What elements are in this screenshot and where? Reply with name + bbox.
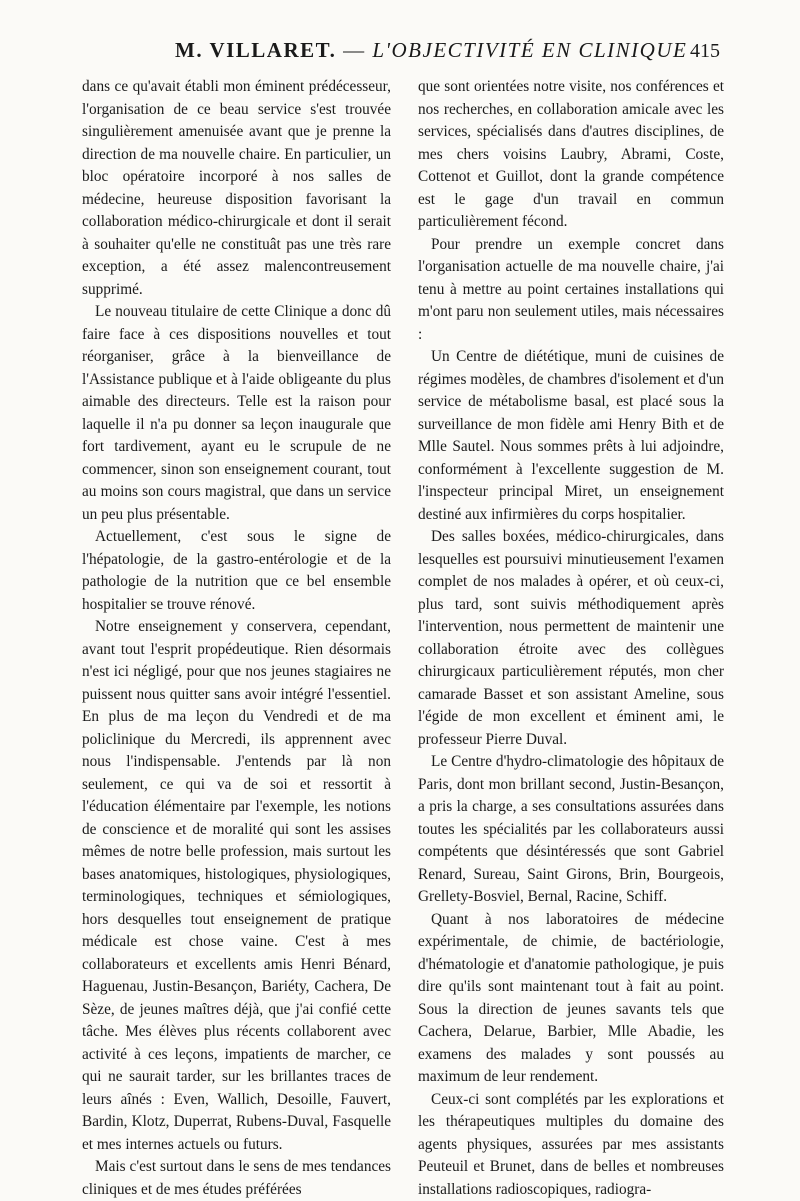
paragraph: Des salles boxées, médico-chirurgicales, dans lesquelles est poursuivi minutieusement l'examen complet de nos malades à opérer, et où ceux-ci, plus tard, sont suivis méthodiquement après l'intervention, nous permettent de maintenir une collaboration étroite avec des collègues chirurgicaux particulièrement réputés, mon cher camarade Basset et son assistant Ameline, sous l'égide de mon excellent et éminent ami, le professeur Pierre Duval. <box>418 526 724 751</box>
paragraph: que sont orientées notre visite, nos conférences et nos recherches, en collaboration amicale avec les services, spécialisés dans d'autres disciplines, de mes chers voisins Laubry, Abrami, Coste, Cottenot et Guillot, dont la grande compétence est le gage d'un travail en commun particulièrement fécond. <box>418 76 724 234</box>
paragraph: Un Centre de diététique, muni de cuisines de régimes modèles, de chambres d'isolement et d'un service de métabolisme basal, est placé sous la surveillance de mon fidèle ami Henry Bith et de Mlle Sautel. Nous sommes prêts à lui adjoindre, conformément à l'excellente suggestion de M. l'inspecteur principal Miret, un enseignement destiné aux infirmières du corps hospitalier. <box>418 346 724 526</box>
paragraph: Ceux-ci sont complétés par les explorations et les thérapeutiques multiples du domaine des agents physiques, assurées par mes assistants Peuteuil et Brunet, dans de belles et nombreuses installations radioscopiques, radiogra- <box>418 1089 724 1201</box>
running-title <box>175 38 687 63</box>
paragraph: Le nouveau titulaire de cette Clinique a donc dû faire face à ces dispositions nouvelles et tout réorganiser, grâce à la bienveillance de l'Assistance publique et à l'aide obligeante du plus aimable des directeurs. Telle est la raison pour laquelle il n'a pu donner sa leçon inaugurale que fort tardivement, ayant eu le scrupule de ne commencer, sinon son enseignement courant, tout au moins son cours magistral, que dans un service un peu plus présentable. <box>82 301 391 526</box>
paragraph: Le Centre d'hydro-climatologie des hôpitaux de Paris, dont mon brillant second, Justin-Besançon, a pris la charge, a ses consultations assurées dans toutes les spécialités par les collaborateurs aussi compétents que désintéressés que sont Gabriel Renard, Sureau, Saint Girons, Brin, Bourgeois, Grellety-Bosviel, Bernal, Racine, Schiff. <box>418 751 724 909</box>
page-header <box>80 38 720 66</box>
article-title: L'OBJECTIVITÉ EN CLINIQUE <box>372 38 687 62</box>
paragraph: dans ce qu'avait établi mon éminent prédécesseur, l'organisation de ce beau service s'est trouvée singulièrement amenuisée avant que je prenne la direction de ma nouvelle chaire. En particulier, un bloc opératoire incorporé à nos salles de médecine, heureuse disposition favorisant la collaboration médico-chirurgicale et dont il serait à souhaiter qu'elle ne constituât pas une très rare exception, a été assez malencontreusement supprimé. <box>82 76 391 301</box>
title-separator: — <box>336 38 372 62</box>
paragraph: Actuellement, c'est sous le signe de l'hépatologie, de la gastro-entérologie et de la pathologie de la nutrition que ce bel ensemble hospitalier se trouve rénové. <box>82 526 391 616</box>
right-column <box>418 76 724 1201</box>
page-number: 415 <box>690 40 720 63</box>
paragraph: Mais c'est surtout dans le sens de mes tendances cliniques et de mes études préférées <box>82 1156 391 1201</box>
author-name: M. VILLARET. <box>175 38 336 62</box>
paragraph: Notre enseignement y conservera, cependant, avant tout l'esprit propédeutique. Rien désormais n'est ici négligé, pour que nos jeunes stagiaires ne puissent nous quitter sans avoir intégré l'essentiel. En plus de ma leçon du Vendredi et de ma policlinique du Mercredi, ils apprennent avec nous l'indispensable. J'entends par là non seulement, ce qui va de soi et ressortit à l'éducation élémentaire par l'exemple, les notions de conscience et de moralité qui sont les assises mêmes de notre belle profession, mais surtout les bases anatomiques, histologiques, physiologiques, terminologiques, techniques et sémiologiques, hors desquelles tout enseignement de pratique médicale est chose vaine. C'est à mes collaborateurs et excellents amis Henri Bénard, Haguenau, Justin-Besançon, Bariéty, Cachera, De Sèze, de jeunes maîtres déjà, que j'ai confié cette tâche. Mes élèves plus récents collaborent avec activité à ces leçons, impatients de marcher, ce qui ne saurait tarder, sur les brillantes traces de leurs aînés : Even, Wallich, Desoille, Fauvert, Bardin, Klotz, Duperrat, Rubens-Duval, Fasquelle et mes internes actuels ou futurs. <box>82 616 391 1156</box>
paragraph: Quant à nos laboratoires de médecine expérimentale, de chimie, de bactériologie, d'hématologie et d'anatomie pathologique, je puis dire qu'ils sont maintenant tout à fait au point. Sous la direction de jeunes savants tels que Cachera, Delarue, Barbier, Mlle Abadie, les examens des malades y sont poussés au maximum de leur rendement. <box>418 909 724 1089</box>
paragraph: Pour prendre un exemple concret dans l'organisation actuelle de ma nouvelle chaire, j'ai tenu à mettre au point certaines installations qui m'ont paru non seulement utiles, mais nécessaires : <box>418 234 724 347</box>
left-column <box>82 76 391 1201</box>
